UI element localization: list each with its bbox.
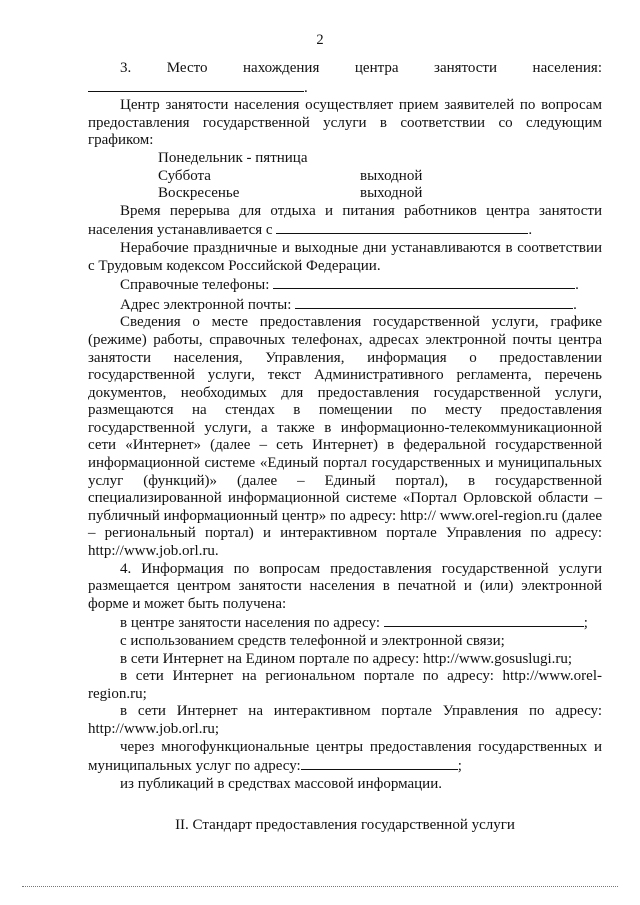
way-phone: с использованием средств телефонной и электронной связи; [120,633,505,649]
section-3-location-text: 3. Место нахождения центра занятости населения: [120,60,602,76]
location-blank-line [88,78,602,98]
schedule-day: Суббота [158,167,211,184]
page-number: 2 [316,32,324,48]
way-center [88,613,602,633]
break-time-text: Время перерыва для отдыха и питания работников центра занятости населения устанавливается с [88,202,602,239]
way-gosuslugi: в сети Интернет на Едином портале по адресу: http://www.gosuslugi.ru; [120,650,573,667]
schedule-table [88,150,602,203]
section-2-title: II. Стандарт предоставления государственной услуги [175,817,515,834]
mfc-address-semicolon: ; [457,758,462,775]
section-3-location-heading [88,60,602,78]
location-blank-dot: . [304,79,308,96]
schedule-row [158,150,602,168]
location-blank[interactable] [88,78,304,92]
way-mfc [88,739,602,776]
center-address-semicolon: ; [583,615,588,632]
schedule-row [158,185,602,203]
break-time-blank[interactable] [276,220,528,234]
email-line [88,295,602,315]
mfc-address-blank[interactable] [301,756,458,770]
phones-label: Справочные телефоны: [120,277,270,294]
schedule-row [158,168,602,186]
section-4-paragraph: 4. Информация по вопросам предоставления государственной услуги размещается центром занятости населения в печатной и (или) электронной форме и может быть получена: [88,560,602,612]
info-placement-paragraph: Сведения о месте предоставления государственной услуги, графике (режиме) работы, справочных телефонах, адресах электронной почты центра занятости населения, Управления, информация о предоставлении государственной услуги, текст Административного регламента, перечень документов, необходимых для предоставления государственной услуги, размещаются на стендах в помещении по месту предоставления государственной услуги, а также в информационно-телекоммуникационной сети «Интернет» (далее – сеть Интернет) в федеральной государственной информационной системе «Единый портал государственных и муниципальных услуг (функций)» (далее – Единый портал), в государственной специализированной информационной системе «Портал Орловской области – публичный информационный центр» по адресу: http:// www.orel-region.ru (далее – региональный портал) и интерактивном портале Управления по адресу: http://www.job.orl.ru. [88,314,602,560]
way-center-text: в центре занятости населения по адресу: [120,615,380,632]
phones-dot: . [575,277,579,294]
way-regional: в сети Интернет на региональном портале по адресу: http://www.orel-region.ru; [88,668,602,702]
schedule-hours: выходной [360,185,423,202]
footer-divider [22,886,618,887]
email-blank[interactable] [295,295,573,309]
break-time-dot: . [528,222,533,239]
document-body [88,60,602,835]
way-media: из публикаций в средствах массовой информации. [120,775,442,792]
email-label: Адрес электронной почты: [120,296,292,313]
schedule-day: Понедельник - пятница [158,149,308,166]
schedule-hours: выходной [360,167,423,184]
break-time-paragraph [88,203,602,240]
phones-blank[interactable] [273,275,575,289]
email-dot: . [573,296,577,313]
schedule-day: Воскресенье [158,185,240,202]
phones-line [88,275,602,295]
schedule-intro: Центр занятости населения осуществляет прием заявителей по вопросам предоставления государственной услуги в соответствии со следующим графиком: [88,97,602,149]
center-address-blank[interactable] [384,613,584,627]
way-interactive: в сети Интернет на интерактивном портале Управления по адресу: http://www.job.orl.ru; [88,703,602,737]
holidays-paragraph: Нерабочие праздничные и выходные дни устанавливаются в соответствии с Трудовым кодексом Российской Федерации. [88,239,602,274]
way-mfc-text: через многофункциональные центры предоставления государственных и муниципальных услуг по адресу: [88,738,602,775]
